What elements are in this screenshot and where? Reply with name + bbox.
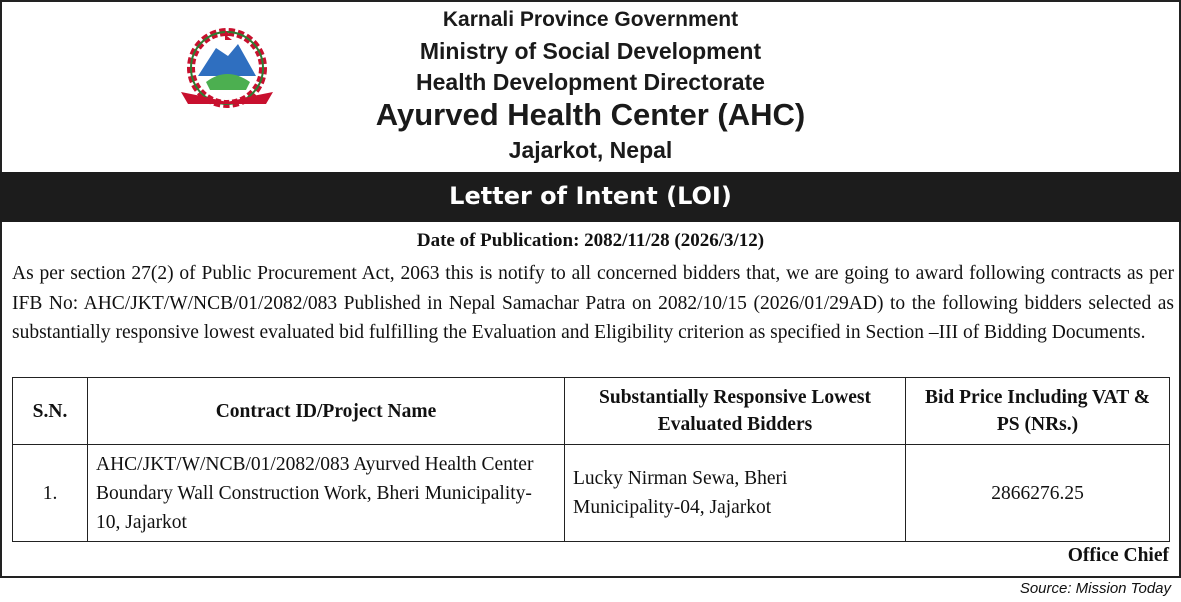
cell-project: AHC/JKT/W/NCB/01/2082/083 Ayurved Health Center Boundary Wall Construction Work, Bheri Municipality-10, Jajarkot xyxy=(88,445,565,542)
cell-price: 2866276.25 xyxy=(906,445,1170,542)
table-row xyxy=(13,445,1170,542)
notice-title: Letter of Intent (LOI) xyxy=(0,172,1181,222)
directorate-name: Health Development Directorate xyxy=(416,69,765,95)
header-bidder: Substantially Responsive Lowest Evaluated Bidders xyxy=(565,378,906,445)
notice-body: As per section 27(2) of Public Procurement Act, 2063 this is notify to all concerned bidders that, we are going to award following contracts as per IFB No: AHC/JKT/W/NCB/01/2082/083 Published in Nepal Samachar Patra on 2082/10/15 (2026/01/29AD) to the following bidders selected as substantially responsive lowest evaluated bid fulfilling the Evaluation and Eligibility criterion as specified in Section –III of Bidding Documents. xyxy=(12,263,1174,343)
cell-bidder: Lucky Nirman Sewa, Bheri Municipality-04, Jajarkot xyxy=(565,445,906,542)
header-project: Contract ID/Project Name xyxy=(88,378,565,445)
header-sn: S.N. xyxy=(13,378,88,445)
table-header-row xyxy=(13,378,1170,445)
award-table xyxy=(12,377,1170,542)
location: Jajarkot, Nepal xyxy=(508,137,673,163)
province-name: Karnali Province Government xyxy=(442,8,739,31)
signatory: Office Chief xyxy=(1067,545,1169,566)
ministry-name: Ministry of Social Development xyxy=(419,38,762,64)
cell-sn: 1. xyxy=(13,445,88,542)
organization-name: Ayurved Health Center (AHC) xyxy=(375,97,806,132)
publication-date: Date of Publication: 2082/11/28 (2026/3/12) xyxy=(416,230,765,251)
source-credit: Source: Mission Today xyxy=(1019,580,1171,597)
header-price: Bid Price Including VAT & PS (NRs.) xyxy=(906,378,1170,445)
